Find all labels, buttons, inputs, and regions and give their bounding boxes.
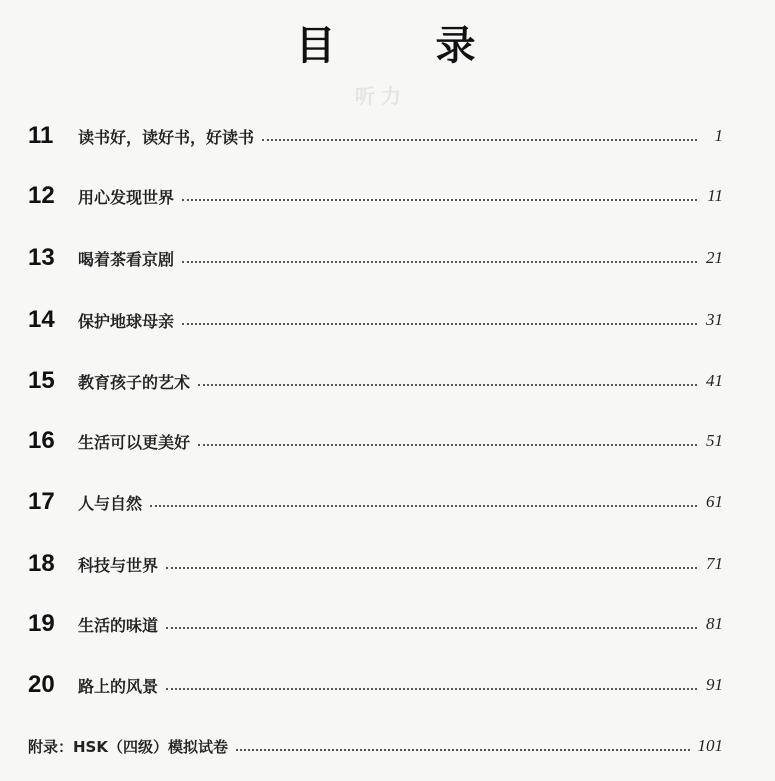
faint-background-heading: 听力 [355,84,407,108]
toc-entry-16[interactable] [28,423,723,459]
lesson-title: 科技与世界 [78,555,159,575]
toc-entry-17[interactable] [28,484,723,520]
lesson-title: 人与自然 [78,493,143,513]
page-number: 21 [706,248,723,267]
lesson-number: 12 [28,182,55,209]
lesson-number: 19 [28,610,55,637]
toc-entry-14[interactable] [28,302,723,338]
page-title: 目 录 [295,23,506,69]
lesson-number: 13 [28,244,55,271]
dot-leader [198,384,697,386]
toc-entry-19[interactable] [28,606,723,642]
dot-leader [182,261,697,263]
dot-leader [150,505,697,507]
appendix-title: 附录：HSK（四级）模拟试卷 [28,737,228,756]
page-number: 91 [706,675,723,694]
lesson-number: 16 [28,427,55,454]
dot-leader [182,323,697,325]
lesson-title: 路上的风景 [78,676,159,696]
dot-leader [166,567,697,569]
toc-entry-18[interactable] [28,546,723,582]
toc-entry-13[interactable] [28,240,723,276]
lesson-number: 20 [28,671,55,698]
page-number: 51 [706,431,723,450]
page-number: 11 [707,186,723,205]
lesson-title: 喝着茶看京剧 [78,249,175,269]
lesson-number: 18 [28,550,55,577]
lesson-title: 用心发现世界 [78,187,175,207]
page-number: 101 [697,736,723,755]
page-number: 31 [706,310,723,329]
page-number: 1 [714,126,723,145]
lesson-title: 教育孩子的艺术 [78,372,191,392]
dot-leader [262,139,697,141]
page-number: 61 [706,492,723,511]
dot-leader [182,199,697,201]
toc-entry-15[interactable] [28,363,723,399]
lesson-number: 11 [28,122,54,149]
page-number: 71 [706,554,723,573]
lesson-number: 15 [28,367,55,394]
dot-leader [166,688,697,690]
toc-entry-11[interactable] [28,118,723,154]
lesson-title: 保护地球母亲 [78,311,175,331]
dot-leader [198,444,697,446]
toc-entry-12[interactable] [28,178,723,214]
lesson-title: 生活可以更美好 [78,432,191,452]
lesson-title: 读书好，读好书，好读书 [78,127,255,147]
lesson-number: 17 [28,488,55,515]
page-number: 41 [706,371,723,390]
lesson-title: 生活的味道 [78,615,159,635]
dot-leader [236,749,690,751]
dot-leader [166,627,697,629]
toc-entry-20[interactable] [28,667,723,703]
toc-entry-appendix[interactable] [28,728,723,764]
page-number: 81 [706,614,723,633]
lesson-number: 14 [28,306,55,333]
